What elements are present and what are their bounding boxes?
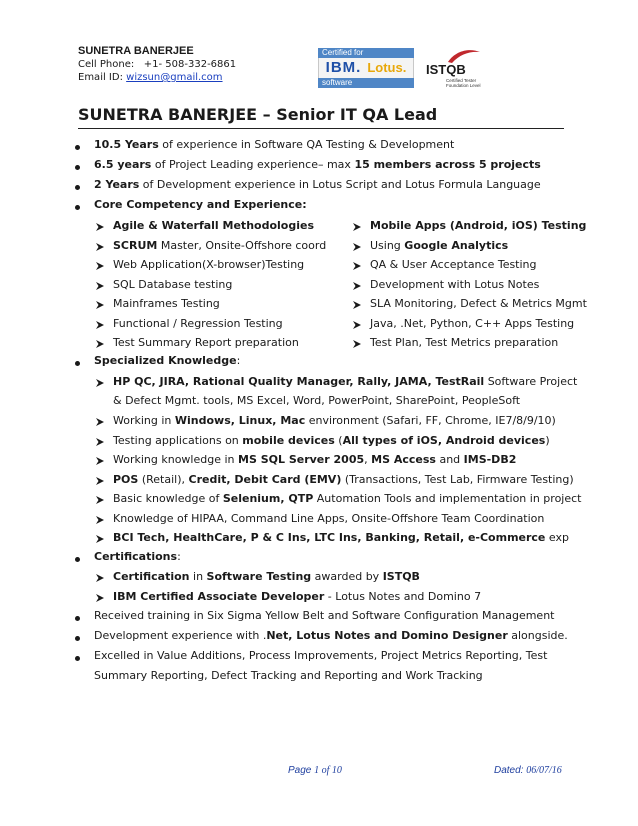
- spec-bold: mobile devices: [242, 434, 335, 447]
- arrow-bullet-icon: [95, 281, 105, 291]
- bullet-development: [94, 178, 541, 191]
- competency-text: Using: [370, 239, 405, 252]
- bullet-icon: [75, 656, 80, 661]
- email-label: Email ID:: [78, 72, 123, 83]
- core-competency-heading: [94, 198, 307, 211]
- arrow-bullet-icon: [352, 300, 362, 310]
- spec-text: Working in: [113, 414, 175, 427]
- bullet-project-leading: [94, 158, 541, 171]
- spec-os-line: [113, 414, 556, 427]
- spec-text: environment (Safari, FF, Chrome, IE7/8/9/10): [305, 414, 556, 427]
- arrow-bullet-icon: [95, 515, 105, 525]
- certifications-heading: [94, 550, 181, 563]
- spec-bold: All types of iOS, Android devices: [342, 434, 546, 447]
- spec-bold: MS SQL Server 2005: [238, 453, 365, 466]
- bullet-icon: [75, 636, 80, 641]
- bullet-bold: 10.5 Years: [94, 138, 159, 151]
- arrow-bullet-icon: [352, 222, 362, 232]
- section-heading: Core Competency and Experience:: [94, 198, 307, 211]
- arrow-bullet-icon: [352, 242, 362, 252]
- header-name: SUNETRA BANERJEE: [78, 45, 194, 57]
- istqb-subtitle-2: Foundation Level: [446, 83, 481, 88]
- bullet-icon: [75, 616, 80, 621]
- competency-item: [113, 219, 314, 232]
- bullet-bold: 6.5 years: [94, 158, 152, 171]
- spec-hipaa-line: Knowledge of HIPAA, Command Line Apps, Onsite-Offshore Team Coordination: [113, 512, 545, 525]
- arrow-bullet-icon: [95, 339, 105, 349]
- competency-item: [370, 317, 574, 330]
- spec-text: Testing applications on: [113, 434, 243, 447]
- page-number: [288, 765, 342, 776]
- competency-text: Test Plan, Test Metrics preparation: [370, 336, 559, 349]
- arrow-bullet-icon: [95, 573, 105, 583]
- resume-title: SUNETRA BANERJEE – Senior IT QA Lead: [78, 105, 438, 124]
- cert-text: awarded by: [311, 570, 383, 583]
- spec-automation-line: [113, 492, 581, 505]
- page-word: Page: [288, 765, 315, 776]
- spec-bold: POS: [113, 473, 139, 486]
- istqb-logo: [424, 48, 484, 90]
- competency-item: [113, 258, 304, 271]
- cert-ibm-line: [113, 590, 481, 603]
- bullet-icon: [75, 557, 80, 562]
- arrow-bullet-icon: [95, 437, 105, 447]
- istqb-wordmark: ISTQB: [426, 62, 466, 77]
- document-date: [494, 765, 562, 776]
- competency-item: [370, 258, 537, 271]
- arrow-bullet-icon: [95, 534, 105, 544]
- phone-line: [78, 58, 236, 71]
- arrow-bullet-icon: [352, 339, 362, 349]
- ibm-wordmark: IBM.: [325, 59, 362, 76]
- date-value: 06/07/16: [526, 765, 562, 776]
- spec-text: (Transactions, Test Lab, Firmware Testing): [341, 473, 574, 486]
- spec-bold: MS Access: [371, 453, 436, 466]
- arrow-bullet-icon: [352, 320, 362, 330]
- competency-text: Master, Onsite-Offshore coord: [157, 239, 327, 252]
- competency-text: Web Application(X-browser)Testing: [113, 258, 305, 271]
- title-divider: [78, 128, 564, 129]
- spec-bold: IMS-DB2: [463, 453, 517, 466]
- competency-item: [370, 278, 539, 291]
- bullet-icon: [75, 205, 80, 210]
- spec-pos-line: [113, 473, 574, 486]
- arrow-bullet-icon: [95, 476, 105, 486]
- competency-item: [113, 239, 326, 252]
- arrow-bullet-icon: [95, 320, 105, 330]
- ibm-badge-bottom: software: [318, 78, 414, 88]
- spec-text: ): [545, 434, 550, 447]
- competency-item: [370, 219, 586, 232]
- ibm-badge-middle: [318, 58, 414, 78]
- competency-text: QA & User Acceptance Testing: [370, 258, 537, 271]
- arrow-bullet-icon: [95, 495, 105, 505]
- heading-colon: :: [177, 550, 181, 563]
- of-word: of: [319, 765, 332, 776]
- arrow-bullet-icon: [95, 242, 105, 252]
- competency-item: [370, 297, 587, 310]
- spec-text: (: [334, 434, 343, 447]
- total-pages: 10: [331, 765, 342, 776]
- spec-domains-line: [113, 531, 569, 544]
- arrow-bullet-icon: [352, 281, 362, 291]
- arrow-bullet-icon: [352, 261, 362, 271]
- competency-text: Functional / Regression Testing: [113, 317, 283, 330]
- spec-text: Automation Tools and implementation in project: [313, 492, 582, 505]
- bullet-experience: [94, 138, 454, 151]
- competency-text: SQL Database testing: [113, 278, 233, 291]
- heading-colon: :: [236, 354, 241, 367]
- spec-text: (Retail),: [138, 473, 189, 486]
- bullet-value-additions: Excelled in Value Additions, Process Improvements, Project Metrics Reporting, Test: [94, 649, 548, 662]
- competency-bold: Mobile Apps (Android, iOS) Testing: [370, 219, 587, 232]
- ibm-badge-top: Certified for: [318, 48, 414, 58]
- spec-mobile-line: [113, 434, 550, 447]
- cert-bold: Software Testing: [206, 570, 312, 583]
- bullet-bold: 2 Years: [94, 178, 140, 191]
- competency-bold: Agile & Waterfall Methodologies: [113, 219, 314, 232]
- spec-text: Basic knowledge of: [113, 492, 223, 505]
- spec-text: Software Project: [484, 375, 578, 388]
- competency-item: [370, 239, 508, 252]
- contact-block: [78, 44, 236, 84]
- bullet-six-sigma: Received training in Six Sigma Yellow Belt and Software Configuration Management: [94, 609, 555, 622]
- current-page: 1: [314, 765, 320, 776]
- cert-bold: Certification: [113, 570, 190, 583]
- spec-text: Working knowledge in: [113, 453, 239, 466]
- bullet-icon: [75, 185, 80, 190]
- spec-bold: HP QC, JIRA, Rational Quality Manager, Rally, JAMA, TestRail: [113, 375, 485, 388]
- spec-database-line: [113, 453, 516, 466]
- spec-bold: Credit, Debit Card (EMV): [188, 473, 342, 486]
- bullet-dev-experience: [94, 629, 568, 642]
- bullet-text: of Development experience in Lotus Script and Lotus Formula Language: [139, 178, 541, 191]
- bullet-text: of Project Leading experience– max: [151, 158, 355, 171]
- competency-item: [113, 297, 220, 310]
- bullet-icon: [75, 361, 80, 366]
- arrow-bullet-icon: [95, 378, 105, 388]
- cert-istqb-line: [113, 570, 420, 583]
- competency-item: [370, 336, 558, 349]
- spec-text: exp: [545, 531, 569, 544]
- competency-text: Mainframes Testing: [113, 297, 220, 310]
- spec-bold: BCI Tech, HealthCare, P & C Ins, LTC Ins, Banking, Retail, e-Commerce: [113, 531, 546, 544]
- cert-text: - Lotus Notes and Domino 7: [324, 590, 482, 603]
- cert-text: in: [189, 570, 207, 583]
- arrow-bullet-icon: [95, 300, 105, 310]
- spec-tools-line: [113, 375, 577, 388]
- bullet-text: alongside.: [507, 629, 568, 642]
- spec-bold: Windows, Linux, Mac: [174, 414, 306, 427]
- bullet-icon: [75, 145, 80, 150]
- bullet-text: of experience in Software QA Testing & Development: [158, 138, 455, 151]
- email-line: [78, 71, 236, 84]
- arrow-bullet-icon: [95, 456, 105, 466]
- arrow-bullet-icon: [95, 417, 105, 427]
- email-link[interactable]: wizsun@gmail.com: [126, 72, 223, 83]
- cert-bold: IBM Certified Associate Developer: [113, 590, 325, 603]
- arrow-bullet-icon: [95, 222, 105, 232]
- arrow-bullet-icon: [95, 261, 105, 271]
- competency-bold: Google Analytics: [404, 239, 509, 252]
- competency-text: Test Summary Report preparation: [113, 336, 299, 349]
- competency-item: [113, 278, 232, 291]
- section-heading: Specialized Knowledge: [94, 354, 237, 367]
- spec-bold: Selenium, QTP: [222, 492, 314, 505]
- dated-label: Dated:: [494, 765, 527, 776]
- specialized-heading: [94, 354, 240, 367]
- spec-text: ,: [364, 453, 372, 466]
- istqb-subtitle-1: Certified Tester: [446, 78, 477, 83]
- bullet-icon: [75, 165, 80, 170]
- lotus-wordmark: Lotus.: [367, 60, 407, 75]
- ibm-lotus-certified-logo: [318, 48, 414, 88]
- competency-text: SLA Monitoring, Defect & Metrics Mgmt: [370, 297, 587, 310]
- competency-item: [113, 336, 299, 349]
- cert-bold: ISTQB: [382, 570, 420, 583]
- bullet-bold: Net, Lotus Notes and Domino Designer: [266, 629, 508, 642]
- bullet-value-additions-cont: Summary Reporting, Defect Tracking and Reporting and Work Tracking: [94, 669, 483, 682]
- competency-text: Java, .Net, Python, C++ Apps Testing: [370, 317, 575, 330]
- bullet-text: Development experience with .: [94, 629, 267, 642]
- competency-item: [113, 317, 283, 330]
- phone-label: Cell Phone:: [78, 59, 135, 70]
- bullet-bold: 15 members across 5 projects: [354, 158, 541, 171]
- spec-text: and: [435, 453, 464, 466]
- spec-tools-continued: & Defect Mgmt. tools, MS Excel, Word, PowerPoint, SharePoint, PeopleSoft: [113, 394, 521, 407]
- section-heading: Certifications: [94, 550, 178, 563]
- arrow-bullet-icon: [95, 593, 105, 603]
- competency-text: Development with Lotus Notes: [370, 278, 540, 291]
- competency-bold: SCRUM: [113, 239, 158, 252]
- phone-number: +1- 508-332-6861: [143, 59, 237, 70]
